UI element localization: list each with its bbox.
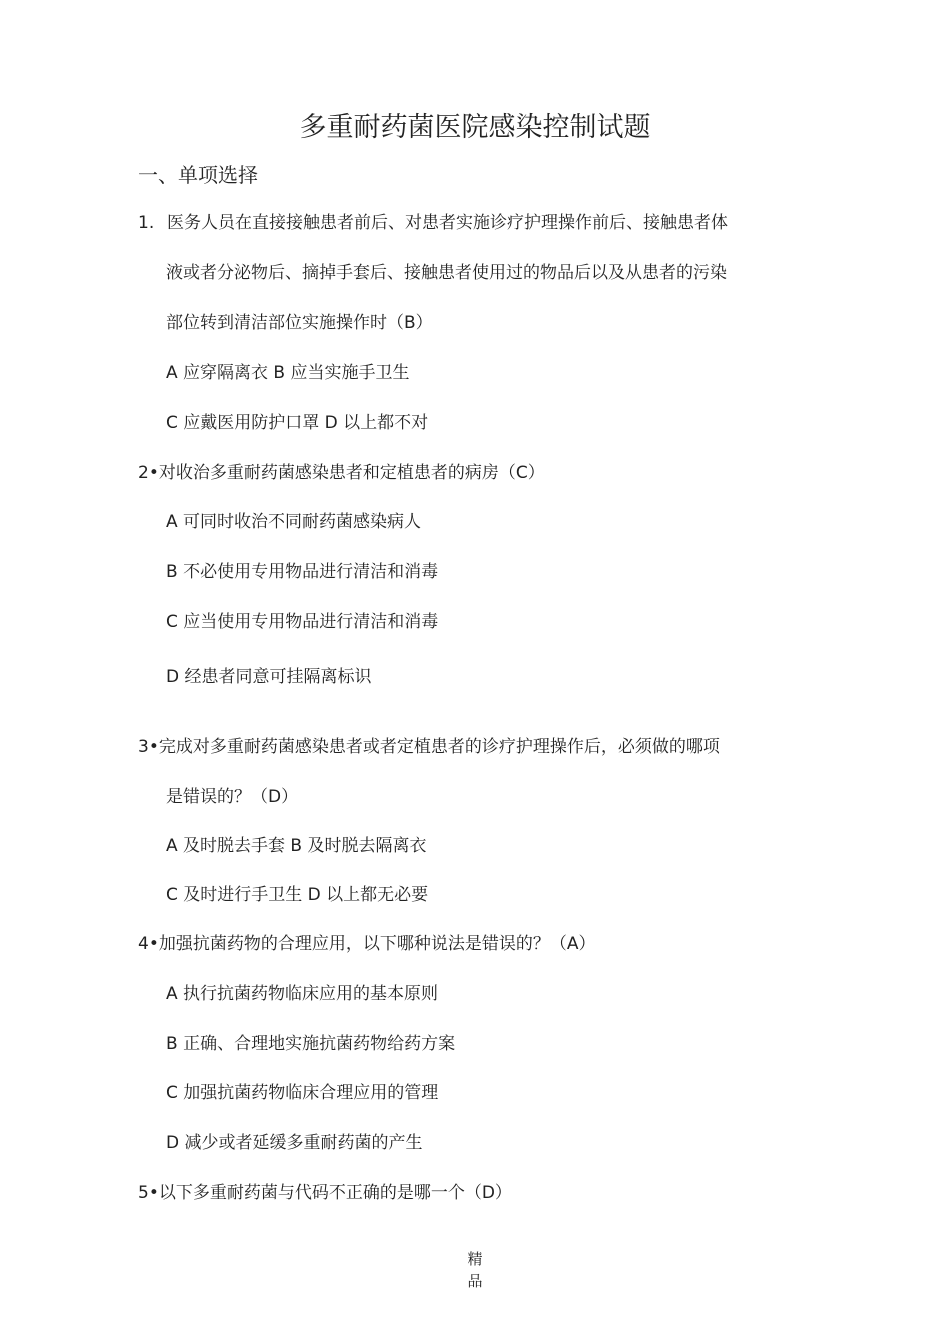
question-1-number: 1.: [138, 213, 155, 233]
question-3-stem-line-2: 是错误的？（D）: [166, 787, 299, 807]
question-3-stem: 3•完成对多重耐药菌感染患者或者定植患者的诊疗护理操作后，必须做的哪项: [138, 737, 720, 757]
question-1-stem: [138, 208, 728, 238]
question-1-options-cd: C 应戴医用防护口罩 D 以上都不对: [166, 413, 429, 433]
question-2-option-b: B 不必使用专用物品进行清洁和消毒: [166, 562, 439, 582]
section-heading: 一、单项选择: [138, 163, 258, 187]
question-1-line-1: 医务人员在直接接触患者前后、对患者实施诊疗护理操作前后、接触患者体: [167, 213, 728, 233]
question-4-option-a: A 执行抗菌药物临床应用的基本原则: [166, 984, 439, 1004]
question-1-options-ab: A 应穿隔离衣 B 应当实施手卫生: [166, 363, 410, 383]
question-3-options-cd: C 及时进行手卫生 D 以上都无必要: [166, 885, 429, 905]
question-5-stem: 5•以下多重耐药菌与代码不正确的是哪一个（D）: [138, 1183, 512, 1203]
question-2-option-d: D 经患者同意可挂隔离标识: [166, 667, 372, 687]
question-2-option-a: A 可同时收治不同耐药菌感染病人: [166, 512, 422, 532]
question-2-option-c: C 应当使用专用物品进行清洁和消毒: [166, 612, 439, 632]
question-4-option-b: B 正确、合理地实施抗菌药物给药方案: [166, 1034, 456, 1054]
question-3-options-ab: A 及时脱去手套 B 及时脱去隔离衣: [166, 836, 427, 856]
question-4-stem: 4•加强抗菌药物的合理应用，以下哪种说法是错误的？（A）: [138, 934, 596, 954]
document-title: 多重耐药菌医院感染控制试题: [299, 112, 651, 143]
footer-line-2: 品: [467, 1272, 483, 1290]
question-2-stem: 2•对收治多重耐药菌感染患者和定植患者的病房（C）: [138, 463, 545, 483]
question-4-option-c: C 加强抗菌药物临床合理应用的管理: [166, 1083, 439, 1103]
question-4-option-d: D 减少或者延缓多重耐药菌的产生: [166, 1133, 423, 1153]
question-1-line-2: 液或者分泌物后、摘掉手套后、接触患者使用过的物品后以及从患者的污染: [166, 263, 727, 283]
page-footer: [0, 1248, 950, 1292]
question-1-line-3: 部位转到清洁部位实施操作时（B）: [166, 313, 433, 333]
footer-line-1: 精: [467, 1250, 483, 1268]
